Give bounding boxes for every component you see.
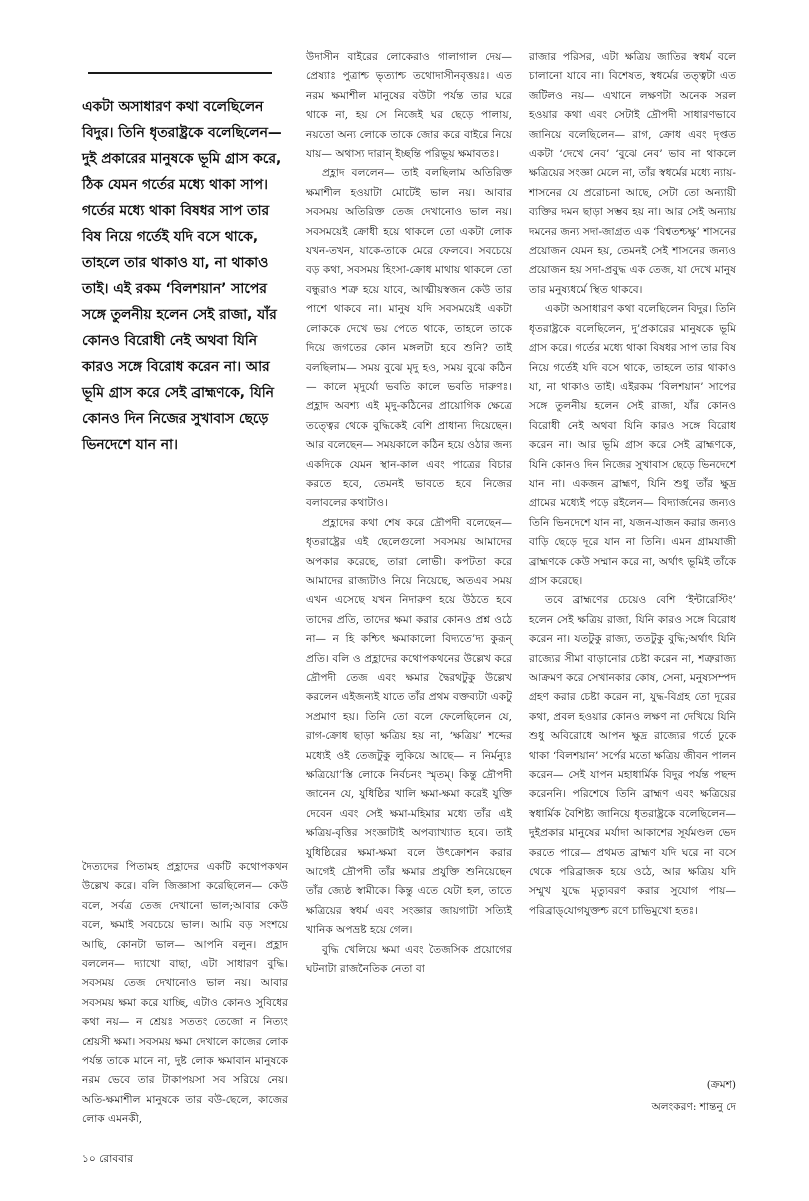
- paragraph: বুদ্ধি খেলিয়ে ক্ষমা এবং তৈজসিক প্রয়োগের ঘটনাটা রাজনৈতিক নেতা বা: [306, 943, 512, 976]
- article-column-right: [529, 48, 736, 921]
- paragraph: উদাসীন বাইরের লোকেরাও গালাগাল দেয়— প্রেষ্যাঃ পুত্রাশ্চ ভৃত্যাশ্চ তথোদাসীনবৃত্তয়ঃ। এত নরম ক্ষমাশীল মানুষের বউটা পর্যন্ত তার ঘরে থাকে না, হয় সে নিজেই ঘর ছেড়ে পালায়, নয়তো অন্য লোকে তাকে জোর করে বাইরে নিয়ে যায়— অথাস্য দারান্ ইচ্ছন্তি পরিভূয় ক্ষমাবতঃ।: [306, 51, 512, 161]
- pull-quote: একটা অসাধারণ কথা বলেছিলেন বিদুর। তিনি ধৃতরাষ্ট্রকে বলেছিলেন— দুই প্রকারের মানুষকে ভূমি গ্রাস করে, ঠিক যেমন গর্তের মধ্যে থাকা সাপ। গর্তের মধ্যে থাকা বিষধর সাপ তার বিষ নিয়ে গর্তেই যদি বসে থাকে, তাহলে তার থাকাও যা, না থাকাও তাই। এই রকম ‘বিলশয়ান’ সাপের সঙ্গে তুলনীয় হলেন সেই রাজা, যাঁর কোনও বিরোধী নেই অথবা যিনি কারও সঙ্গে বিরোধ করেন না। আর ভূমি গ্রাস করে সেই ব্রাহ্মণকে, যিনি কোনও দিন নিজের সুখাবাস ছেড়ে ভিনদেশে যান না।: [82, 99, 282, 453]
- paragraph: রাজার পরিসর, এটা ক্ষত্রিয় জাতির স্বধর্ম বলে চালানো যাবে না। বিশেষত, স্বধর্মের তত্ত্বটা এত জটিলও নয়— এখানে লক্ষণটা অনেক সরল হওয়ার কথা এবং সেটাই দ্রৌপদী সাধারণভাবে জানিয়ে বলেছিলেন— রাগ, ক্রোধ এবং দৃপ্তত একটা ‘দেখে নেব’ ‘বুঝে নেব’ ভাব না থাকলে ক্ষত্রিয়ের সংজ্ঞা মেলে না, তাঁর স্বধর্মের মধ্যে ন্যায়-শাসনের যে প্ররোচনা আছে, সেটা তো অন্যায়ী ব্যক্তির দমন ছাড়া সম্ভব হয় না। আর সেই অন্যায় দমনের জন্য সদা-জাগ্রত এক ‘বিশ্বতশ্চক্ষু’ শাসনের প্রয়োজন যেমন হয়, তেমনই সেই শাসনের জন্যও প্রয়োজন হয় সদা-প্রবুদ্ধ এক তেজ, যা দেখে মানুষ তার মনুষ্যধর্মে স্থিত থাকবে।: [529, 51, 736, 296]
- paragraph: প্রহ্লাদ বললেন— তাই বলছিলাম অতিরিক্ত ক্ষমাশীল হওয়াটা মোটেই ভাল নয়। আবার সবসময় অতিরিক্ত তেজ দেখানোও ভাল নয়। সবসময়েই ক্রোধী হয়ে থাকলে তো একটা লোক যখন-তখন, যাকে-তাকে মেরে ফেলবে। সবচেয়ে বড় কথা, সবসময় হিংসা-ক্রোধ মাথায় থাকলে তো বন্ধুরাও শত্রু হয়ে যাবে, আত্মীয়স্বজন কেউ তার পাশে থাকবে না। মানুষ যদি সবসময়েই একটা লোককে দেখে ভয় পেতে থাকে, তাহলে তাকে দিয়ে জগতের কোন মঙ্গলটা হবে শুনি? তাই বলছিলাম— সময় বুঝে মৃদু হও, সময় বুঝে কঠিন— কালে মৃদুর্যো ভবতি কালে ভবতি দারুণঃ। প্রহ্লাদ অবশ্য এই মৃদু-কঠিনের প্রায়োগিক ক্ষেত্রে তত্ত্বের থেকে বুদ্ধিকেই বেশি প্রাধান্য দিয়েছেন। আর বলেছেন— সময়কালে কঠিন হয়ে ওঠার জন্য একদিকে যেমন স্থান-কাল এবং পাত্রের বিচার করতে হবে, তেমনই ভাবতে হবে নিজের বলাবলের কথাটাও।: [306, 167, 512, 510]
- paragraph: তবে ব্রাহ্মণের চেয়েও বেশি ‘ইন্টারেস্টিং’ হলেন সেই ক্ষত্রিয় রাজা, যিনি কারও সঙ্গে বিরোধ করেন না। যতটুকু রাজ্য, ততটুকু বুদ্ধি;অর্থাৎ যিনি রাজ্যের সীমা বাড়ানোর চেষ্টা করেন না, শত্রুরাজ্য আক্রমণ করে সেখানকার কোষ, সেনা, মনুষ্যসম্পদ গ্রহণ করার চেষ্টা করেন না, যুদ্ধ-বিগ্রহ তো দূরের কথা, প্রবল হওয়ার কোনও লক্ষণ না দেখিয়ে যিনি শুধু অবিরোধে আপন ক্ষুদ্র রাজ্যের গর্তে ঢুকে থাকা ‘বিলশয়ান’ সর্পের মতো ক্ষত্রিয় জীবন পালন করেন— সেই যাপন মহাধার্মিক বিদুর পর্যন্ত পছন্দ করেননি। পরিশেষে তিনি ব্রাহ্মণ এবং ক্ষত্রিয়ের স্বধার্মিক বৈশিষ্ট্য জানিয়ে ধৃতরাষ্ট্রকে বলেছিলেন— দুইপ্রকার মানুষের মর্যাদা আকাশের সূর্যমণ্ডল ভেদ করতে পারে— প্রথমত ব্রাহ্মণ যদি ঘরে না বসে থেকে পরিব্রাজক হয়ে ওঠে, আর ক্ষত্রিয় যদি সম্মুখ যুদ্ধে মৃত্যুবরণ করার সুযোগ পায়— পরিব্রাড্‌যোগযুক্তশ্চ রণে চাভিমুখো হতঃ।: [529, 594, 736, 917]
- article-column-middle: [306, 48, 512, 980]
- paragraph: একটা অসাধারণ কথা বলেছিলেন বিদুর। তিনি ধৃতরাষ্ট্রকে বলেছিলেন, দু’প্রকারের মানুষকে ভূমি গ্রাস করে। গর্তের মধ্যে থাকা বিষধর সাপ তার বিষ নিয়ে গর্তেই যদি বসে থাকে, তাহলে তার থাকাও যা, না থাকাও তাই। এইরকম ‘বিলশয়ান’ সাপের সঙ্গে তুলনীয় হলেন সেই রাজা, যাঁর কোনও বিরোধী নেই অথবা যিনি কারও সঙ্গে বিরোধ করেন না। আর ভূমি গ্রাস করে সেই ব্রাহ্মণকে, যিনি কোনও দিন নিজের সুখাবাস ছেড়ে ভিনদেশে যান না। একজন ব্রাহ্মণ, যিনি শুধু তাঁর ক্ষুদ্র গ্রামের মধ্যেই পড়ে রইলেন— বিদ্যার্জনের জন্যও তিনি ভিনদেশে যান না, যজন-যাজন করার জন্যও বাড়ি ছেড়ে দূরে যান না তিনি। এমন গ্রামযাজী ব্রাহ্মণকে কেউ সম্মান করে না, অর্থাৎ ভূমিই তাঁকে গ্রাস করেছে।: [529, 303, 736, 587]
- paragraph: দৈত্যদের পিতামহ প্রহ্লাদের একটি কথোপকথন উল্লেখ করে। বলি জিজ্ঞাসা করেছিলেন— কেউ বলে, সর্বত্র তেজ দেখানো ভাল;আবার কেউ বলে, ক্ষমাই সবচেয়ে ভাল। আমি বড় সংশয়ে আছি, কোনটা ভাল— আপনি বলুন। প্রহ্লাদ বললেন— দ্যাখো বাছা, এটা সাধারণ বুদ্ধি। সবসময় তেজ দেখানোও ভাল নয়। আবার সবসময় ক্ষমা করে যাচ্ছি, এটাও কোনও সুবিধের কথা নয়— ন শ্রেয়ঃ সততং তেজো ন নিত্যং শ্রেয়সী ক্ষমা। সবসময় ক্ষমা দেখালে কাজের লোক পর্যন্ত তাকে মানে না, দুষ্ট লোক ক্ষমাবান মানুষকে নরম ভেবে তার টাকাপয়সা সব সরিয়ে নেয়। অতি-ক্ষমাশীল মানুষকে তার বউ-ছেলে, কাজের লোক এমনকী,: [82, 861, 288, 1126]
- paragraph: প্রহ্লাদের কথা শেষ করে দ্রৌপদী বলেছেন— ধৃতরাষ্ট্রের এই ছেলেগুলো সবসময় আমাদের অপকার করেছে, তারা লোভী। কপটতা করে আমাদের রাজ্যটাও নিয়ে নিয়েছে, অতএব সময় এখন এসেছে যখন নিদারুণ হয়ে উঠতে হবে তাদের প্রতি, তাদের ক্ষমা করার কোনও প্রশ্ন ওঠে না— ন হি কশ্চিৎ ক্ষমাকালো বিদ্যতে’দ্য কুরূন্ প্রতি। বলি ও প্রহ্লাদের কথোপকথনের উল্লেখ করে দ্রৌপদী তেজ এবং ক্ষমার দ্বৈরথটুকু উল্লেখ করলেন এইজন্যই যাতে তাঁর প্রথম বক্তব্যটা একটু সপ্রমাণ হয়। তিনি তো বলে ফেলেছিলেন যে, রাগ-ক্রোধ ছাড়া ক্ষত্রিয় হয় না, ‘ক্ষত্রিয়’ শব্দের মধ্যেই ওই তেজটুকু লুকিয়ে আছে— ন নির্মন্যুঃ ক্ষত্রিয়ো’স্তি লোকে নির্বচনং স্মৃতম্। কিন্তু দ্রৌপদী জানেন যে, যুধিষ্ঠির খালি ক্ষমা-ক্ষমা করেই যুক্তি দেবেন এবং সেই ক্ষমা-মহিমার মধ্যে তাঁর এই ক্ষত্রিয়-বৃত্তির সংজ্ঞাটাই অপব্যাখ্যাত হবে। তাই যুধিষ্ঠিরের ক্ষমা-ক্ষমা বলে উৎক্রোশন করার আগেই দ্রৌপদী তাঁর ক্ষমার প্রযুক্তি শুনিয়েছেন তাঁর জ্যেষ্ঠ স্বামীকে। কিন্তু এতে যেটা হল, তাতে ক্ষত্রিয়ের স্বধর্ম এবং সংজ্ঞার জায়গাটা সত্যিই খানিক অপভ্রষ্ট হয়ে গেল।: [306, 516, 512, 937]
- page-folio: ১০ রোববার: [82, 1153, 134, 1165]
- continued-label: (ক্রমশ): [706, 1079, 736, 1091]
- illustration-credit: অলংকরণ: শান্তনু দে: [651, 1101, 736, 1113]
- article-column-left: [82, 858, 288, 1130]
- pull-quote-rule: [88, 72, 272, 74]
